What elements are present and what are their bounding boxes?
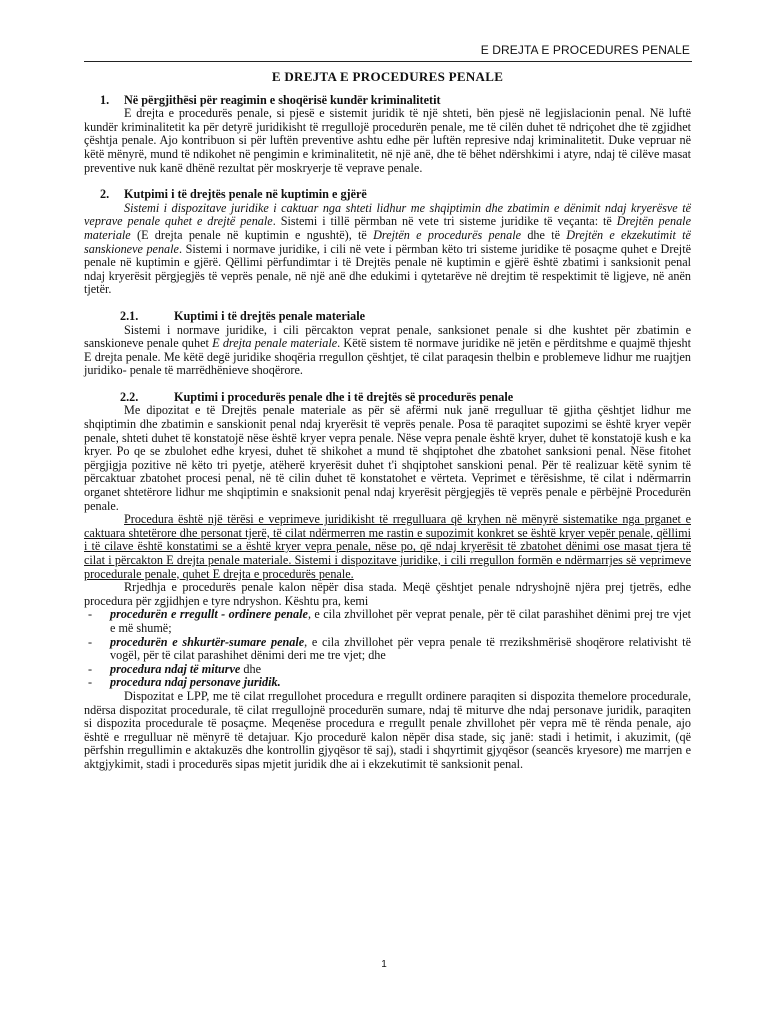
section-2-2-paragraph-3: Rrjedhja e procedurës penale kalon nëpër disa stada. Meqë çështjet penale ndryshojnë njëra prej tjetrës, edhe procedura për zgjidhjen e tyre ndryshon. Kështu pra, kemi	[84, 580, 691, 608]
list-dash: -	[88, 661, 93, 676]
section-1-heading	[84, 94, 691, 108]
term-italic: Drejtën e ekzekutimit të sanskioneve penale	[84, 227, 691, 256]
paragraph-text: (E drejta penale në kuptimin e ngushtë), të	[130, 227, 374, 242]
list-item	[84, 608, 691, 635]
definition-italic: Sistemi i dispozitave juridike i caktuar nga shteti lidhur me shqiptimin dhe zbatimin e dënimit ndaj kryerësve të veprave penale quhet e drejtë penale	[84, 200, 691, 229]
paragraph-text: dhe të	[521, 227, 567, 242]
list-item-term: procedura ndaj personave juridik.	[110, 675, 281, 690]
procedure-types-list	[84, 608, 691, 690]
section-2-1-paragraph	[84, 324, 691, 378]
paragraph-text: Sistemi i normave juridike, i cili përcakton veprat penale, sanksionet penale si dhe kushtet për zbatimin e sanskioneve penale quhet	[84, 322, 691, 351]
section-2-paragraph	[84, 202, 691, 297]
section-2-heading-text: Kutpimi i të drejtës penale në kuptimin e gjërë	[124, 187, 367, 202]
section-2-2-heading-text: Kuptimi i procedurës penale dhe i të drejtës së procedurës penale	[174, 389, 514, 404]
section-2-number: 2.	[100, 187, 110, 202]
paragraph-text: . Këtë sistem të normave juridike në jetën e përditshme e quajmë thjesht E drejta penale. Me këtë degë juridike shoqëria rregullon çështjet, të cilat paraqesin thelbin e problemeve lidhur me ruajtjen juridiko- penale të marrëdhënieve shoqërore.	[84, 336, 691, 378]
document-title: E DREJTA E PROCEDURES PENALE	[271, 69, 504, 84]
list-item	[84, 636, 691, 663]
section-2-1-number: 2.1.	[120, 308, 139, 323]
term-italic: Drejtën e procedurës penale	[373, 227, 522, 242]
header-rule	[84, 61, 692, 62]
list-item-term: procedurën e shkurtër-sumare penale	[110, 634, 305, 649]
section-2-2-paragraph-4: Dispozitat e LPP, me të cilat rregullohet procedura e rregullt ordinere paraqiten si dispozita themelore procedurale, ndërsa dispozitat procedurale, të cilat rregullojnë procedurën sumare, ndaj të miturve dhe ndaj personave juridik, paraqiten si dispozita procedurale të posaçme. Meqenëse procedura e rregullt penale zhvillohet për vepra më të rënda penale, ajo është e rregulluar në mënyrë të detajuar. Kjo procedurë kalon nëpër disa stade, siç janë: stadi i hetimit, i akuzimit, (që përfshin rregullimin e aktakuzës dhe kontrollin gjyqësor të saj), stadi i shqyrtimit gjyqësor (seancës kryesore) me marrjen e aktgjykimit, stadi i procedurës sipas mjetit juridik dhe ai i ekzekutimit të sanksionit penal.	[84, 688, 691, 771]
section-1-heading-text: Në përgjithësi për reagimin e shoqërisë kundër kriminalitetit	[124, 92, 441, 107]
section-2-2-number: 2.2.	[120, 389, 139, 404]
list-item-term: procedurën e rregullt - ordinere penale	[110, 607, 308, 622]
section-2-heading	[84, 188, 691, 202]
list-dash: -	[88, 634, 93, 649]
list-item	[84, 676, 691, 690]
document-body	[84, 70, 691, 772]
section-1-paragraph: E drejta e procedurës penale, si pjesë e sistemit juridik të një shteti, bën pjesë në legjislacionin penal. Në luftë kundër kriminalitetit ka për detyrë juridikisht të rregullojë procedurën penale, me të cilën duhet të ndriçohet dhe të zgjidhet çështja penale. Ajo kontribuon si për luftën preventive ashtu edhe për luftën represive ndaj kriminalitetit. Duke vepruar në këtë mënyrë, mund të ndikohet në pengimin e kriminalitetit, në një anë, dhe të bëhet ndërshkimi i atyre, ndaj të cilëve masat preventive nuk kanë dhënë rezultat për moskryerje të veprave penale.	[84, 106, 691, 175]
paragraph-text: . Sistemi i normave juridike, i cili në vete i përmban këto tri sisteme juridike të posaçme quhet e Drejtë penale në kuptimin e gjërë. Qëllimi përfundimtar i të Drejtës penale në kuptimin e gjërë është zbatimi i sanksionit penal ndaj kryerësit përgjegjës të veprës penale, në një anë dhe edukimi i qytetarëve në drejtim të respektimit të ligjeve, në anën tjetër.	[84, 241, 691, 297]
section-2-2-paragraph-1: Me dipozitat e të Drejtës penale materiale as për së afërmi nuk janë rregulluar të gjitha çështjet lidhur me shqiptimin dhe zbatimin e sanskionit penal ndaj kryerësit të veprës penale. Posa të paraqitet supozimi se është kryer vepër penale, shteti duhet të konstatojë nëse është kryer vepra penale. Nëse vepra penale është kryer, duhet të konstatojë kush e ka kryer. Po qe se zbulohet edhe kryesi, duhet të shikohet a mund të shqiptohet dhe zbatohet sanksioni penal. Nëse fitohet përgjigja pozitive në këto tri pyetje, atëherë kryerësit duhet t'i shqiptohet sanskioni penal. Për të realizuar këtë synim të përcaktuar zbatohet procesi penal, në të cilin duhet të konstatohet e vërteta. Veprimet e tërësishme, të cilat i ndërmarrin organet shtetërore lidhur me shqiptimin e snaksionit penal ndaj kryerësit përgjegjës të veprës penale e përbëjnë Procedurën penale.	[84, 403, 691, 513]
list-dash: -	[88, 607, 93, 622]
term-italic: Drejtën penale materiale	[84, 214, 691, 242]
list-dash: -	[88, 675, 93, 690]
list-item	[84, 663, 691, 677]
section-2-2-definition-underlined: Procedura është një tërësi e veprimeve juridikisht të rregulluara që kryhen në mënyrë sistematike nga prganet e caktuara shtetërore dhe personat tjerë, të cilat ndërmerren me rastin e supozimit konkret se është kryer vepër penale, qëllimi i të cilave është konstatimi se a është kryer vepra penale, nëse po, që ndaj kryerësit të zbatohet dënimi ose masat tjera të cilat i përcakton E drejta penale materiale. Sistemi i dispozitave juridike, i cili rregullon formën e ndërmarrjes së veprimeve procedurale penale, quhet E drejta e procedurës penale.	[84, 512, 691, 581]
running-header: E DREJTA E PROCEDURES PENALE	[480, 43, 690, 57]
section-1-number: 1.	[100, 92, 110, 107]
list-item-text: , e cila zhvillohet për veprat penale, për të cilat parashihet dënimi prej tre vjet e më shumë;	[110, 607, 691, 635]
section-2-1-heading	[84, 310, 691, 324]
list-item-text: , e cila zhvillohet për vepra penale të rrezikshmërisë shoqërore relativisht të vogël, për të cilat parashihet dënimi deri me tre vjet; dhe	[110, 634, 691, 663]
term-italic: E drejta penale materiale	[212, 336, 338, 351]
paragraph-text: . Sistemi i tillë përmban në vete tri sisteme juridike të veçanta: të	[272, 214, 617, 229]
section-2-2-heading	[84, 391, 691, 405]
list-item-term: procedura ndaj të miturve	[110, 661, 241, 676]
list-item-text: dhe	[240, 661, 261, 676]
page-number: 1	[381, 959, 387, 970]
section-2-1-heading-text: Kuptimi i të drejtës penale materiale	[174, 308, 366, 323]
